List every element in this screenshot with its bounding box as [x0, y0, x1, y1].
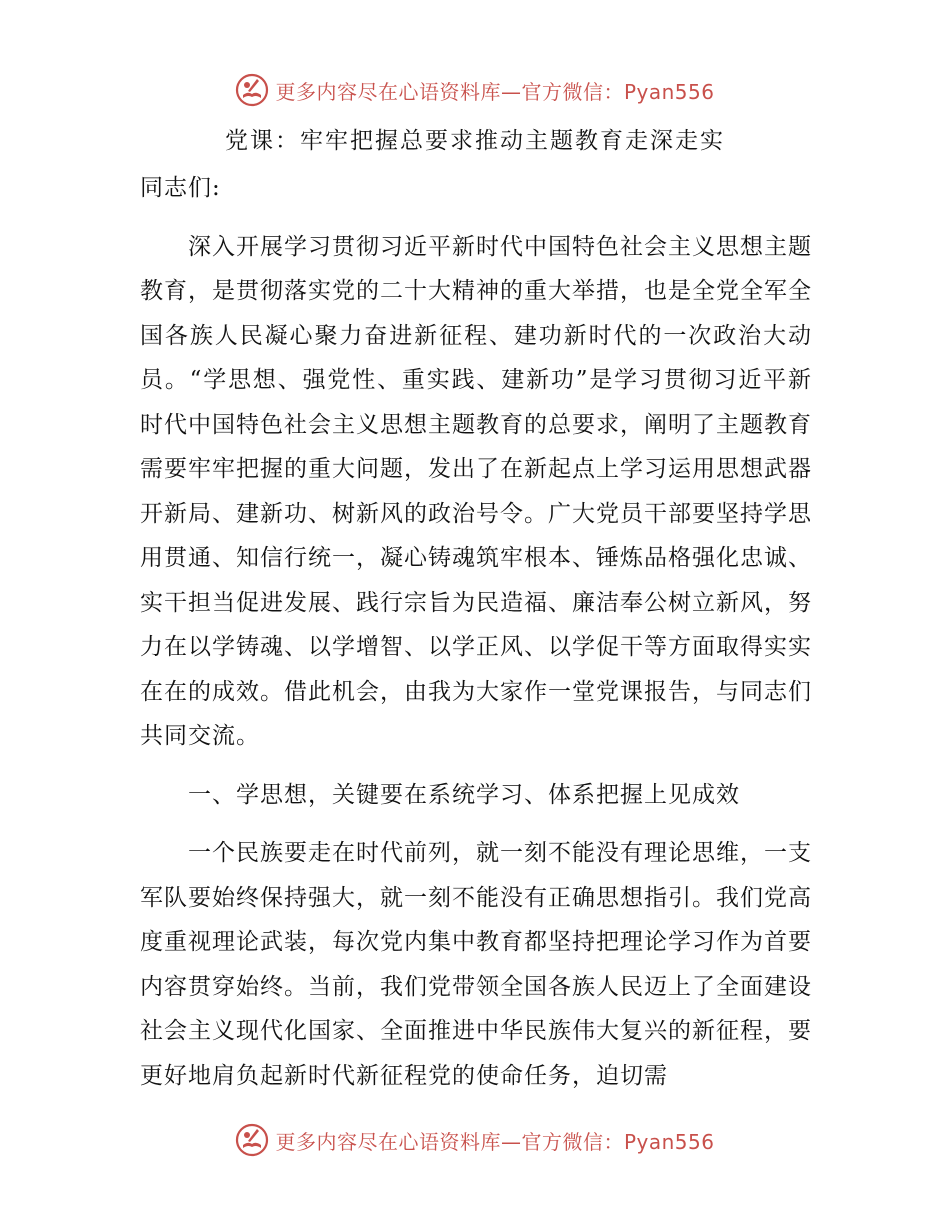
book-quill-logo-icon: [235, 73, 269, 107]
watermark-text: 更多内容尽在心语资料库—官方微信：Pyan556: [275, 79, 715, 104]
watermark-banner-bottom: [0, 1120, 950, 1160]
document-title: 党课：牢牢把握总要求推动主题教育走深走实: [225, 128, 725, 154]
watermark-text: 更多内容尽在心语资料库—官方微信：Pyan556: [275, 1129, 715, 1154]
paragraph-1: 深入开展学习贯彻习近平新时代中国特色社会主义思想主题教育，是贯彻落实党的二十大精神的重大举措，也是全党全军全国各族人民凝心聚力奋进新征程、建功新时代的一次政治大动员。“学思想、强党性、重实践、建新功”是学习贯彻习近平新时代中国特色社会主义思想主题教育的总要求，阐明了主题教育需要牢牢把握的重大问题，发出了在新起点上学习运用思想武器开新局、建新功、树新风的政治号令。广大党员干部要坚持学思用贯通、知信行统一，凝心铸魂筑牢根本、锤炼品格强化忠诚、实干担当促进发展、践行宗旨为民造福、廉洁奉公树立新风，努力在以学铸魂、以学增智、以学正风、以学促干等方面取得实实在在的成效。借此机会，由我为大家作一堂党课报告，与同志们共同交流。: [140, 233, 812, 749]
salutation: 同志们:: [140, 175, 221, 201]
document-body: [140, 166, 812, 1098]
watermark-banner-top: [0, 70, 950, 110]
book-quill-logo-icon: [235, 1123, 269, 1157]
section-heading: 一、学思想，关键要在系统学习、体系把握上见成效: [188, 781, 740, 808]
paragraph-2: 一个民族要走在时代前列，就一刻不能没有理论思维，一支军队要始终保持强大，就一刻不能没有正确思想指引。我们党高度重视理论武装，每次党内集中教育都坚持把理论学习作为首要内容贯穿始终。当前，我们党带领全国各族人民迈上了全面建设社会主义现代化国家、全面推进中华民族伟大复兴的新征程，要更好地肩负起新时代新征程党的使命任务，迫切需: [140, 840, 812, 1089]
